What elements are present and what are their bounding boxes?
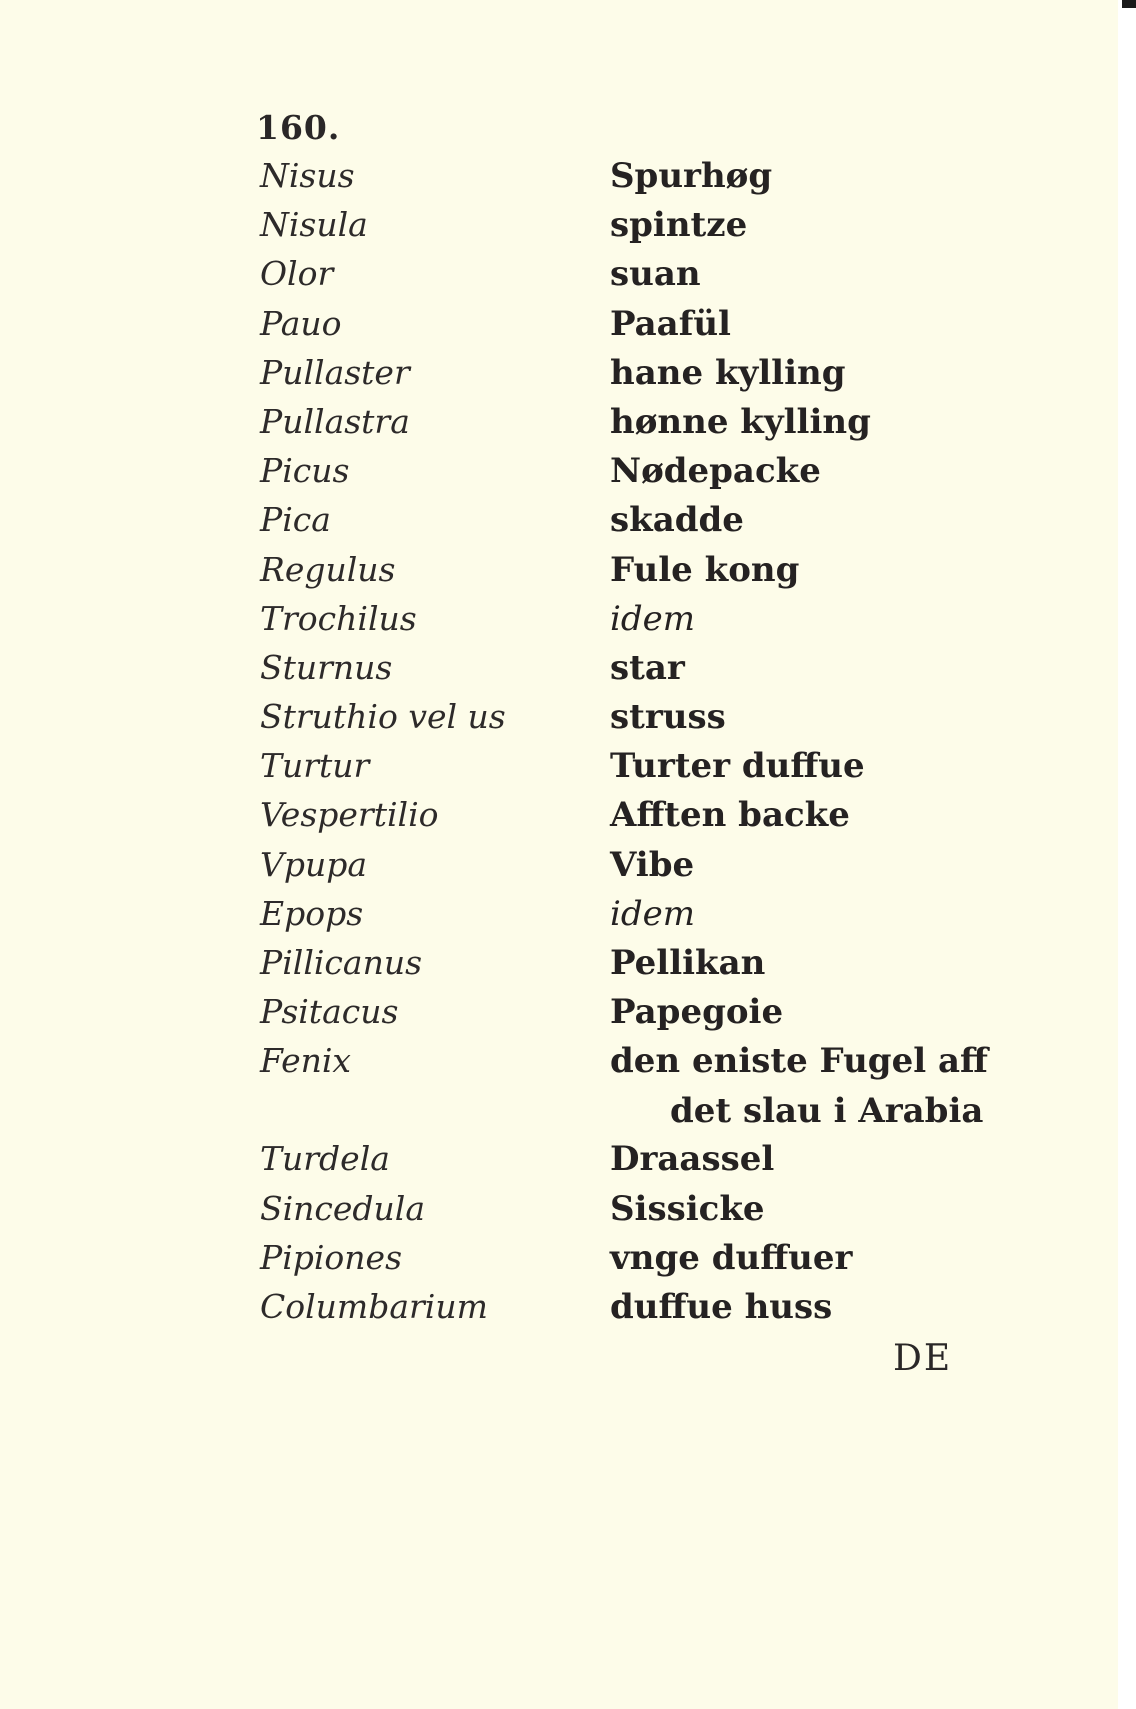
catchword: DE bbox=[893, 1338, 953, 1379]
glossary-entry bbox=[260, 1188, 980, 1237]
glossary-entry bbox=[260, 598, 980, 647]
glossary-entry bbox=[260, 450, 980, 499]
danish-term: vnge duffuer bbox=[610, 1237, 853, 1278]
danish-term: den eniste Fugel aff bbox=[610, 1041, 988, 1082]
glossary-entry bbox=[260, 696, 980, 745]
glossary-entry bbox=[260, 1040, 988, 1138]
latin-term: Nisus bbox=[260, 156, 355, 195]
danish-term: Fule kong bbox=[610, 549, 800, 590]
glossary-entry bbox=[260, 1286, 980, 1335]
latin-term: Picus bbox=[260, 451, 350, 491]
glossary-entry bbox=[260, 942, 980, 991]
glossary-entry bbox=[260, 204, 980, 253]
glossary-entry bbox=[260, 401, 980, 450]
glossary-entry bbox=[260, 1138, 980, 1187]
latin-term: Vespertilio bbox=[260, 795, 439, 835]
danish-term: idem bbox=[610, 893, 695, 934]
latin-term: Epops bbox=[260, 893, 364, 933]
latin-term: Sincedula bbox=[260, 1188, 426, 1228]
danish-term: idem bbox=[610, 598, 695, 639]
danish-term: Vibe bbox=[610, 844, 695, 885]
page-number: 160. bbox=[256, 108, 341, 147]
latin-term: Sturnus bbox=[260, 647, 393, 687]
latin-term: Nisula bbox=[260, 205, 368, 245]
latin-term: Psitacus bbox=[260, 992, 399, 1032]
latin-term: Olor bbox=[260, 254, 334, 294]
glossary-entry bbox=[260, 745, 980, 794]
latin-term: Pillicanus bbox=[260, 943, 423, 982]
danish-term: star bbox=[610, 647, 685, 688]
danish-term: Turter duffue bbox=[610, 746, 865, 787]
glossary-entry bbox=[260, 303, 980, 352]
danish-term: Afften backe bbox=[610, 795, 850, 836]
danish-term: struss bbox=[610, 697, 726, 738]
glossary-entry bbox=[260, 155, 980, 204]
glossary-entry bbox=[260, 991, 980, 1040]
glossary-entry bbox=[260, 647, 980, 696]
glossary-entry bbox=[260, 844, 980, 893]
danish-term: Papegoie bbox=[610, 992, 784, 1033]
latin-term: Pullaster bbox=[260, 352, 410, 392]
danish-term: Sissicke bbox=[610, 1188, 765, 1229]
danish-term: hønne kylling bbox=[610, 401, 871, 442]
danish-term: skadde bbox=[610, 500, 744, 541]
glossary-list bbox=[260, 155, 988, 1335]
latin-term: Pipiones bbox=[260, 1237, 403, 1277]
danish-term: Pellikan bbox=[610, 943, 766, 983]
latin-term: Pica bbox=[260, 500, 331, 540]
latin-term: Turdela bbox=[260, 1139, 390, 1179]
danish-term: spintze bbox=[610, 205, 748, 246]
danish-term: Nødepacke bbox=[610, 451, 821, 492]
danish-term: Draassel bbox=[610, 1139, 775, 1180]
glossary-entry bbox=[260, 499, 980, 548]
latin-term: Turtur bbox=[260, 746, 370, 786]
latin-term: Trochilus bbox=[260, 598, 417, 638]
latin-term: Regulus bbox=[260, 549, 396, 589]
glossary-entry bbox=[260, 253, 980, 302]
glossary-entry bbox=[260, 893, 980, 942]
latin-term: Pullastra bbox=[260, 401, 410, 441]
latin-term: Fenix bbox=[260, 1041, 352, 1081]
danish-term: Spurhøg bbox=[610, 156, 773, 196]
danish-term-continuation: det slau i Arabia bbox=[670, 1091, 984, 1132]
danish-term: duffue huss bbox=[610, 1286, 833, 1327]
glossary-entry bbox=[260, 352, 980, 401]
latin-term: Pauo bbox=[260, 303, 342, 343]
danish-term: suan bbox=[610, 254, 701, 295]
latin-term: Columbarium bbox=[260, 1286, 488, 1326]
glossary-entry bbox=[260, 794, 980, 843]
danish-term: Paafül bbox=[610, 303, 731, 344]
danish-term: hane kylling bbox=[610, 352, 846, 393]
scan-edge-mark bbox=[1122, 0, 1136, 8]
glossary-entry bbox=[260, 1237, 980, 1286]
latin-term: Vpupa bbox=[260, 844, 368, 884]
latin-term: Struthio vel us bbox=[260, 697, 506, 737]
glossary-entry bbox=[260, 549, 980, 598]
